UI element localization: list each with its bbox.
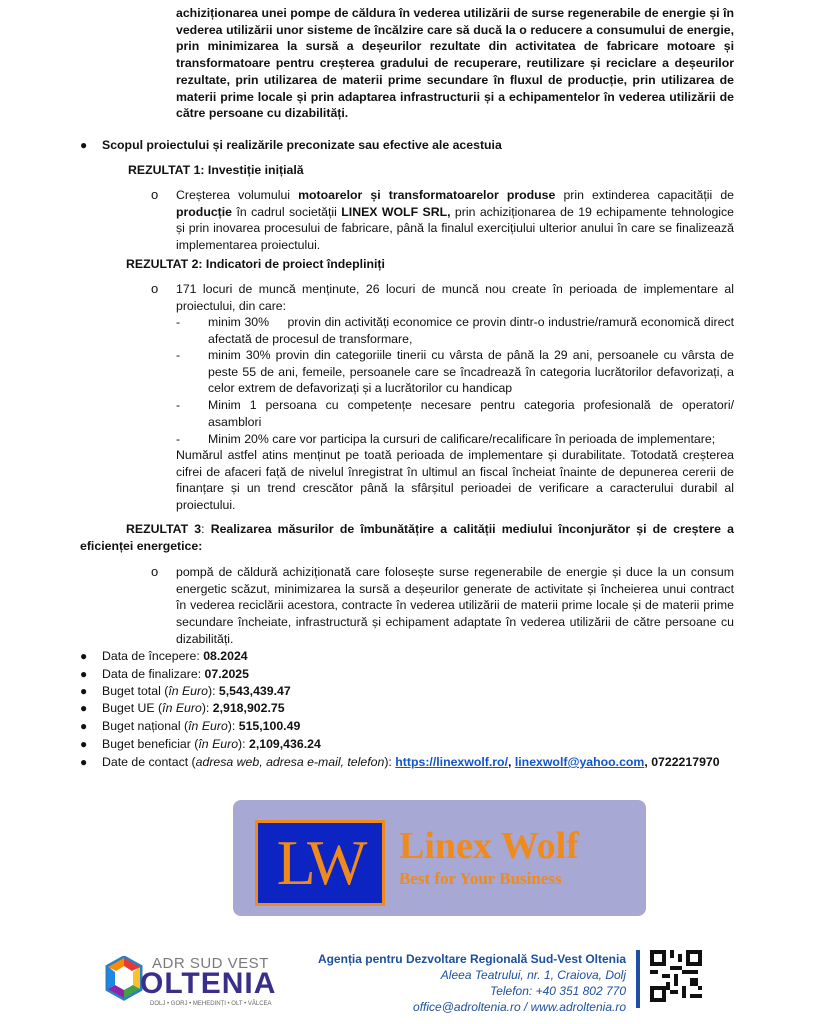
result-3-item: pompă de căldură achiziționată care folosește surse regenerabile de energie și duce la un consum energetic scăzut, minimizarea la sursă a deșeurilor generate de activitate și încheierea unui contract în vederea reciclării acestora, contracte în vederea utilizării de materii prime locale și de materii prime secundare încheiate, infrastructură și echipament adaptate în vederea utilizării de către persoane cu dizabilități. [176,565,734,646]
result-2-label: REZULTAT 2 [126,257,199,271]
logo-company-name: Linex Wolf [399,825,579,867]
circle-bullet-icon: o [151,187,159,202]
dash-icon: - [176,432,181,446]
dash-item: minim 30% provin din activități economice ce provin dintr-o industrie/ramură economică direct afectată de procesul de transformare, [208,315,738,346]
result-1-heading [128,162,304,179]
budget-total: Buget total (în Euro): 5,543,439.47 [102,684,291,698]
dash-item: Minim 1 persoana cu competențe necesare pentru categoria profesională de operatori/ asamblori [208,398,734,429]
result-2-title: : Indicatori de proiect îndepliniți [198,257,385,271]
section-heading: Scopul proiectului și realizările preconizate sau efective ale acestuia [102,138,502,152]
agency-name: Agenția pentru Dezvoltare Regională Sud-Vest Oltenia [317,952,626,966]
result-3-label: REZULTAT 3 [126,522,202,536]
agency-contact [318,951,626,1015]
end-date: Data de finalizare: 07.2025 [102,667,249,681]
result-1-title: : Investiție inițială [200,163,304,177]
email-link[interactable]: linexwolf@yahoo.com [514,755,645,769]
result-1-item: Creșterea volumului motoarelor și transformatoarelor produse prin extinderea capacității de producție în cadrul societății LINEX WOLF SRL, prin achiziționarea de 19 echipamente tehnologice și prin inovarea procesului de fabricare, până la finalul exercițiului ulterior anului în care se finalizează implementarea proiectului. [176,188,734,253]
budget-eu: Buget UE (în Euro): 2,918,902.75 [102,701,285,715]
circle-bullet-icon: o [151,564,159,579]
logo-tagline: Best for Your Business [399,869,562,888]
budget-national: Buget național (în Euro): 515,100.49 [102,719,301,733]
dash-icon: - [176,348,181,362]
logo-initials: LW [276,827,364,898]
agency-phone: Telefon: +40 351 802 770 [489,984,626,998]
oltenia-emblem-icon [104,956,144,1002]
company-logo [233,800,646,916]
agency-web: office@adroltenia.ro / www.adroltenia.ro [413,1000,626,1014]
result-3-title: Realizarea măsurilor de îmbunătățire a calității mediului înconjurător și de creștere a eficienței energetice: [80,522,734,553]
bullet-icon: ● [80,649,88,663]
bullet-icon: ● [80,755,88,769]
circle-bullet-icon: o [151,281,159,296]
logo-initials-box [255,820,385,906]
dash-item: Minim 20% care vor participa la cursuri de calificare/recalificare în perioada de implementare; [208,432,716,446]
bullet-icon: ● [80,737,88,751]
result-2-item: 171 locuri de muncă menținute, 26 locuri de muncă nou create în perioada de implementare al proiectului, din care: [176,282,734,313]
bullet-icon: ● [80,719,88,733]
result-1-label: REZULTAT 1 [128,163,201,177]
adr-counties: DOLJ • GORJ • MEHEDINȚI • OLT • VÂLCEA [150,1001,272,1007]
bullet-icon: ● [80,138,88,152]
contact-line: Date de contact (adresa web, adresa e-mail, telefon): https://linexwolf.ro/, linexwolf@yahoo.com, 0722217970 [102,755,720,769]
start-date: Data de începere: 08.2024 [102,649,248,663]
adr-label: ADR SUD VEST [152,955,269,972]
result-2-closing: Numărul astfel atins menținut pe toată perioada de implementare și durabilitate. Totodată creșterea cifrei de afaceri față de nivelul înregistrat în ultimul an fiscal încheiat înainte de depunerea cererii de finanțare și un trend crescător până la sfârșitul perioadei de verificare a caracterului durabil al proiectului. [176,448,734,513]
budget-beneficiary: Buget beneficiar (în Euro): 2,109,436.24 [102,737,321,751]
result-3-heading: REZULTAT 3: Realizarea măsurilor de îmbunătățire a calității mediului înconjurător și de creștere a eficienței energetice: [80,522,734,553]
bullet-icon: ● [80,701,88,715]
bullet-icon: ● [80,684,88,698]
dash-item: minim 30% provin din categoriile tinerii cu vârsta de până la 29 ani, persoanele cu vârsta de peste 55 de ani, femeile, persoanele care se încadrează în categoria lucrătorilor defavorizați, a celor extrem de defavorizați și a lucrătorilor cu handicap [208,348,734,396]
bullet-icon: ● [80,667,88,681]
result-2-heading [126,256,385,273]
dash-icon: - [176,398,181,412]
phone-number: , 0722217970 [644,755,720,769]
website-link[interactable]: https://linexwolf.ro/ [395,755,508,769]
footer-divider [636,950,640,1008]
agency-address: Aleea Teatrului, nr. 1, Craiova, Dolj [440,968,626,982]
dash-icon: - [176,315,181,329]
qr-code-icon [650,950,702,1002]
intro-paragraph: achiziționarea unei pompe de căldura în vederea utilizării de surse regenerabile de energie și în vederea utilizării unor sisteme de încălzire care să ducă la o reducere a consumului de energie, prin minimizarea la sursă a deșeurilor rezultate din activitatea de fabricare motoare și transformatoare pentru creșterea gradului de recuperare, reutilizare și reciclare a deșeurilor rezultate, prin utilizarea de materii prime secundare în fluxul de producție, prin utilizarea de materii prime locale și prin adaptarea infrastructurii și a echipamentelor în vederea utilizării de către persoane cu dizabilități. [176,6,734,121]
adr-brand: OLTENIA [140,967,277,1000]
